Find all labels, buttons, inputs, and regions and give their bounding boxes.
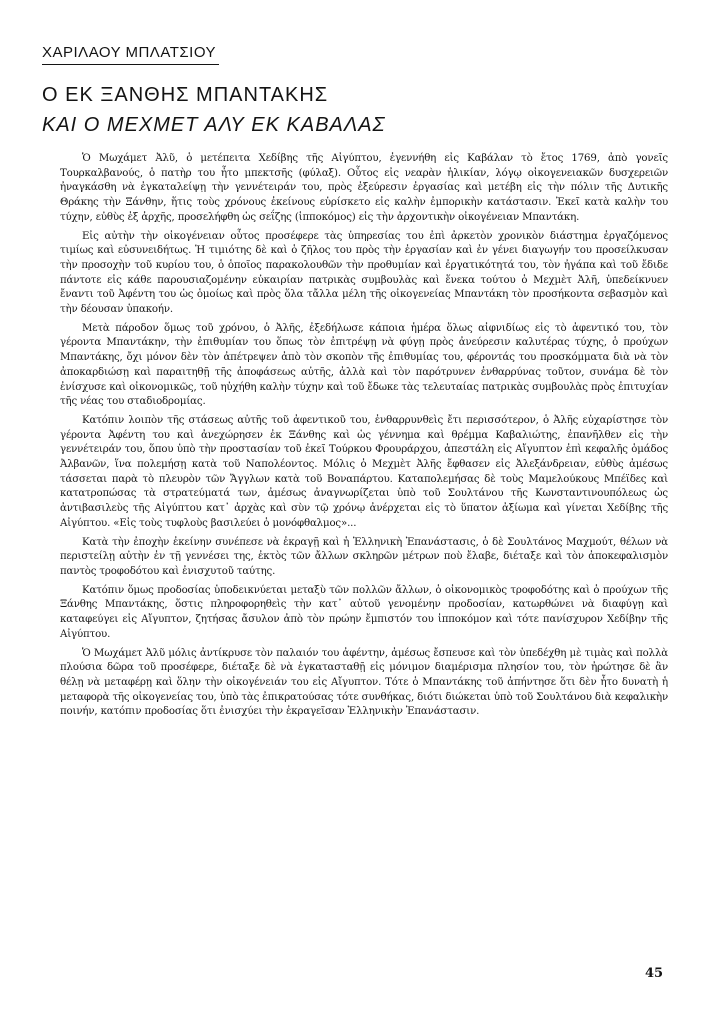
paragraph: Ὁ Μωχάμετ Ἀλῦ μόλις ἀντίκρυσε τὸν παλαιόν του ἀφέντην, ἀμέσως ἔσπευσε καὶ τὸν ὑπεδέχθη μὲ τιμὰς καὶ πολλὰ πλούσια δῶρα τοῦ προσέφερε, διέταξε δὲ νὰ ἐγκατασταθῇ εἰς μόνιμον διαμέρισμα πλησίον του, τὸν ἠρώτησε δὲ ἂν θέλῃ νὰ μεταφέρῃ καὶ ὅλην τὴν οἰκογένειάν του εἰς Αἴγυπτον. Τότε ὁ Μπαντάκης τοῦ ἀπήντησε ὅτι δὲν ἦτο δυνατὴ ἡ μεταφορὰ τῆς οἰκογενείας του, ὑπὸ τὰς ἐπικρατούσας τότε συνθήκας, διότι διώκεται ὑπὸ τοῦ Σουλτάνου διὰ κεφαλικὴν ποινήν, κατόπιν προδοσίας ὅτι ἐνισχύει τὴν ἐκραγεῖσαν Ἑλληνικὴν Ἐπανάστασιν. <box>60 647 668 718</box>
page-number: 45 <box>645 966 664 981</box>
paragraph: Μετὰ πάροδον ὅμως τοῦ χρόνου, ὁ Ἀλῆς, ἐξεδήλωσε κάποια ἡμέρα ὅλως αἰφνιδίως εἰς τὸ ἀφεντικό του, τὸν γέροντα Μπαντάκην, τὴν ἐπιθυμίαν του ὅπως τὸν ἐπιτρέψῃ νὰ φύγῃ πρὸς ἀνεύρεσιν καλυτέρας τύχης, ὁ προύχων Μπαντάκης, ὄχι μόνον δὲν τὸν ἀπέτρεψεν ἀπὸ τὸν σκοπὸν τῆς ἐπιθυμίας του, φέροντάς του προσκόμματα διὰ νὰ τὸν ἀποκαρδιώσῃ καὶ παραιτηθῇ τῆς ἀποφάσεως αὐτῆς, ἀλλὰ καὶ τὸν παρότρυνεν ἐνθαρρύνας τοῦτον, συνάμα δὲ τὸν ἐνίσχυσε καὶ οἰκονομικῶς, τοῦ ηὐχήθη καλὴν τύχην καὶ τοῦ ἔδωκε τὰς τελευταίας πατρικὰς συμβουλὰς πρὸς ἐπιτυχίαν τῆς νέας του σταδιοδρομίας. <box>60 322 668 408</box>
article-body <box>60 152 668 724</box>
paragraph: Κατόπιν ὅμως προδοσίας ὑποδεικνύεται μεταξὺ τῶν πολλῶν ἄλλων, ὁ οἰκονομικὸς τροφοδότης καὶ ὁ προύχων τῆς Ξάνθης Μπαντάκης, ὅστις πληροφορηθεὶς τὴν κατ᾽ αὐτοῦ γενομένην προδοσίαν, κατωρθώνει νὰ διαφύγῃ καὶ καταφεύγει εἰς Αἴγυπτον, ζητήσας ἄσυλον ἀπὸ τὸν πρώην ἔμπιστόν του ἱπποκόμον καὶ τότε πανίσχυρον Χεδίβην τῆς Αἰγύπτου. <box>60 584 668 640</box>
paragraph: Κατὰ τὴν ἐποχὴν ἐκείνην συνέπεσε νὰ ἐκραγῇ καὶ ἡ Ἑλληνικὴ Ἐπανάστασις, ὁ δὲ Σουλτάνος Μαχμούτ, θέλων νὰ περιστείλῃ αὐτὴν ἐν τῇ γεννέσει της, ἐκτὸς τῶν ἄλλων σκληρῶν μέτρων ποὺ ἔλαβε, διέταξε καὶ τὸν ἀποκεφαλισμὸν παντὸς τροφοδότου καὶ ἐνισχυτοῦ ταύτης. <box>60 536 668 577</box>
article-title-line-1: Ο ΕΚ ΞΑΝΘΗΣ ΜΠΑΝΤΑΚΗΣ <box>42 84 329 106</box>
paragraph: Εἰς αὐτὴν τὴν οἰκογένειαν οὗτος προσέφερε τὰς ὑπηρεσίας του ἐπὶ ἀρκετὸν χρονικὸν διάστημα ἐργαζόμενος τιμίως καὶ εὐσυνειδήτως. Ἡ τιμιότης δὲ καὶ ὁ ζῆλος του πρὸς τὴν ἐργασίαν καὶ ἐν γένει διαγωγήν του προσείλκυσαν τὴν προσοχὴν τοῦ κυρίου του, ὁ ὁποῖος παρακολουθῶν τὴν προθυμίαν καὶ ἐργατικότητά του, τὸν ἠγάπα καὶ τοῦ ἔδιδε πάντοτε εἰς κάθε παρουσιαζομένην εὐκαιρίαν πατρικὰς συμβουλὰς καὶ ἕνεκα τούτου ὁ Μεχμὲτ Ἀλῆ, ὑπεδείκνυεν ἔναντι τοῦ Ἀφέντη του ὡς ὁμοίως καὶ πρὸς ὅλα τἄλλα μέλη τῆς οἰκογενείας Μπαντάκη τὸν προσήκοντα σεβασμὸν καὶ τὴν δέουσαν ὑπακοήν. <box>60 230 668 316</box>
author-name: ΧΑΡΙΛΑΟΥ ΜΠΛΑΤΣΙΟΥ <box>42 44 217 61</box>
author-underline <box>42 64 219 65</box>
paragraph: Ὁ Μωχάμετ Ἀλῦ, ὁ μετέπειτα Χεδίβης τῆς Αἰγύπτου, ἐγεννήθη εἰς Καβάλαν τὸ ἔτος 1769, ἀπὸ γονεῖς Τουρκαλβανούς, ὁ πατὴρ του ἦτο μπεκτσῆς (φύλαξ). Οὗτος εἰς νεαρὰν ἡλικίαν, λόγῳ οἰκογενειακῶν δυσχερειῶν ἠναγκάσθη νὰ ἐγκαταλείψῃ τὴν γεννέτειράν του, πρὸς ἐξεύρεσιν ἐργασίας καὶ μετέβη εἰς τὴν πόλιν τῆς Δυτικῆς Θράκης τὴν Ξάνθην, ἥτις τοὺς χρόνους ἐκείνους εὑρίσκετο εἰς καλὴν ἐμπορικὴν κατάστασιν. Ἐκεῖ κατὰ καλὴν του τύχην, εὐθὺς ἐξ ἀρχῆς, προσελήφθη ὡς σεΐζης (ἱπποκόμος) εἰς τὴν ἀρχοντικὴν οἰκογένειαν Μπαντάκη. <box>60 153 668 223</box>
article-title-line-2: ΚΑΙ Ο ΜΕΧΜΕΤ ΑΛΥ ΕΚ ΚΑΒΑΛΑΣ <box>42 114 386 136</box>
paragraph: Κατόπιν λοιπὸν τῆς στάσεως αὐτῆς τοῦ ἀφεντικοῦ του, ἐνθαρρυνθεὶς ἔτι περισσότερον, ὁ Ἀλῆς εὐχαρίστησε τὸν γέροντα Ἀφέντη του καὶ ἀνεχώρησεν ἐκ Ξάνθης καὶ ὡς γέννημα καὶ θρέμμα Καβαλιώτης, ἐπανῆλθεν εἰς τὴν γεννέτειράν του, ὅπου ὑπὸ τὴν προστασίαν τοῦ ἐκεῖ Τούρκου Φρουράρχου, ἀπεστάλη εἰς Αἴγυπτον ἐπὶ κεφαλῆς ὁμάδος Ἀλβανῶν, ἵνα πολεμήσῃ κατὰ τοῦ Ναπολέοντος. Μόλις ὁ Μεχμὲτ Ἀλῆς ἔφθασεν εἰς Ἀλεξάνδρειαν, εὐθὺς ἀμέσως τάσσεται παρὰ τὸ πλευρὸν τῶν Ἄγγλων κατὰ τοῦ Βοναπάρτου. Καταπολεμήσας δὲ τοὺς Μαμελούκους Μπέϊδες καὶ κατατροπώσας τὰ στρατεύματά των, ἀμέσως ἀναγνωρίζεται ὑπὸ τοῦ Σουλτάνου τῆς Κωνσταντινουπόλεως ὡς ἀντιβασιλεὺς τῆς Αἰγύπτου κατ᾽ ἀρχὰς καὶ σὺν τῷ χρόνῳ ἀνέρχεται εἰς τὸ ὕπατον ἀξίωμα καὶ γίνεται Χεδίβης τῆς Αἰγύπτου. «Εἰς τοὺς τυφλοὺς βασιλεύει ὁ μονόφθαλμος»... <box>60 414 668 529</box>
